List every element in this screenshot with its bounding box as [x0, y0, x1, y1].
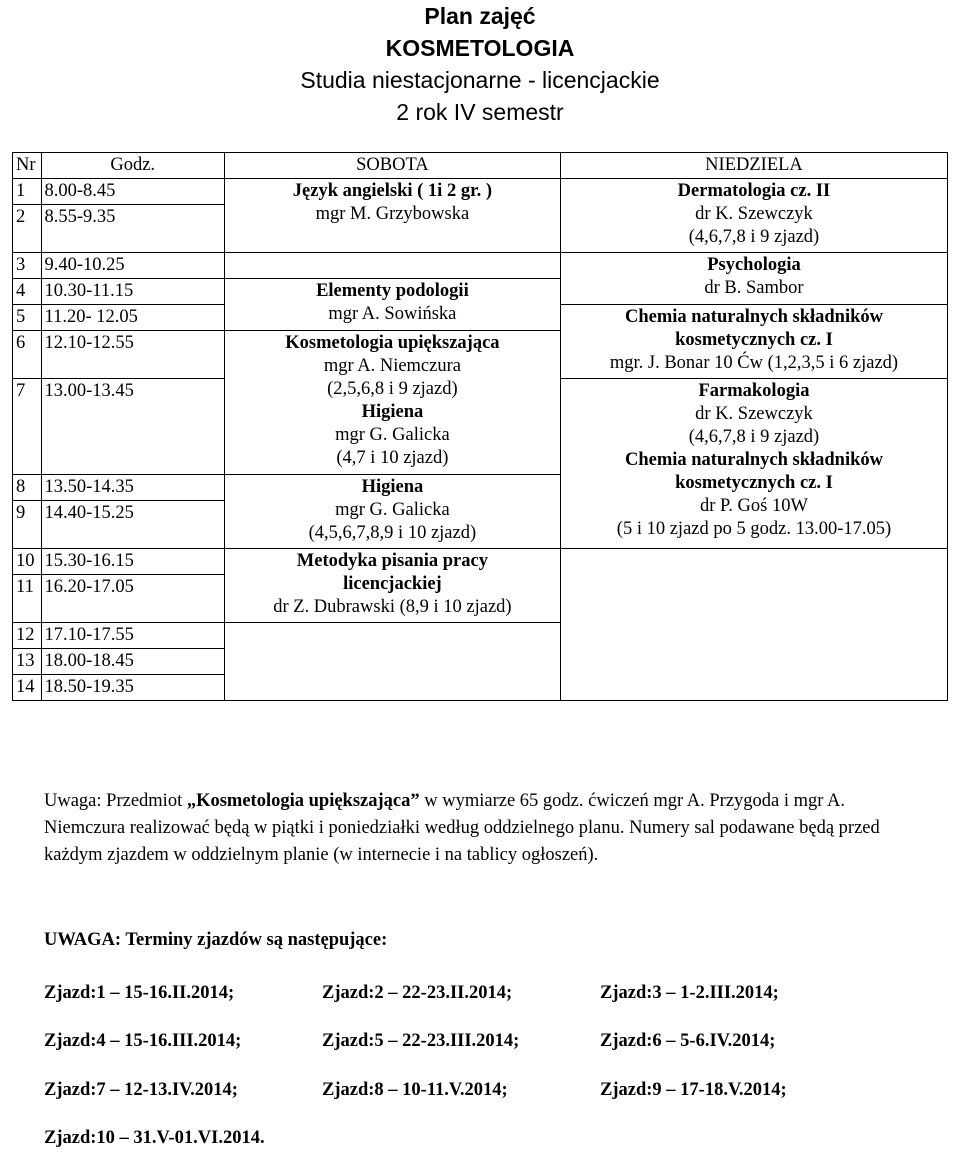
title-block — [0, 0, 960, 128]
note-text-1: : Przedmiot — [96, 791, 187, 811]
row-godz: 8.55-9.35 — [41, 205, 224, 253]
sun-far-subject: Farmakologia — [698, 381, 810, 401]
row-nr: 1 — [13, 179, 42, 205]
sun-empty — [560, 549, 947, 701]
row-nr: 13 — [13, 649, 42, 675]
sat-pod-subject: Elementy podologii — [316, 281, 469, 301]
row-nr: 11 — [13, 575, 42, 623]
sun-chem1-teacher: mgr. J. Bonar 10 Ćw (1,2,3,5 i 6 zjazd) — [609, 353, 899, 373]
sat-met-teacher: dr Z. Dubrawski (8,9 i 10 zjazd) — [273, 597, 512, 617]
note-label: Uwaga — [44, 791, 97, 811]
sat-cosmetology — [224, 331, 560, 475]
sat-podology — [224, 279, 560, 331]
sun-chem1-subject-1: Chemia naturalnych składników — [624, 307, 883, 327]
sat-hig2-subject: Higiena — [361, 477, 424, 497]
zjazd-item: Zjazd:10 – 31.V-01.VI.2014. — [44, 1128, 265, 1148]
row-nr: 2 — [13, 205, 42, 253]
title-semester: 2 rok IV semestr — [396, 99, 564, 125]
sat-methodology — [224, 549, 560, 623]
row-godz: 11.20- 12.05 — [41, 305, 224, 331]
header-saturday: SOBOTA — [224, 153, 560, 179]
row-nr: 4 — [13, 279, 42, 305]
row-godz: 18.00-18.45 — [41, 649, 224, 675]
row-godz: 16.20-17.05 — [41, 575, 224, 623]
zjazd-item: Zjazd:3 – 1-2.III.2014; — [600, 983, 779, 1003]
sun-derm-subject: Dermatologia cz. II — [677, 181, 831, 201]
sat-hygiene-2 — [224, 475, 560, 549]
sat-empty — [224, 623, 560, 701]
zjazd-item: Zjazd:8 – 10-11.V.2014; — [322, 1080, 508, 1100]
row-nr: 9 — [13, 501, 42, 549]
sun-chem2-subject-1: Chemia naturalnych składników — [624, 450, 883, 470]
zjazd-item: Zjazd:4 – 15-16.III.2014; — [44, 1031, 242, 1051]
row-nr: 10 — [13, 549, 42, 575]
row-godz: 17.10-17.55 — [41, 623, 224, 649]
zjazd-line-3 — [44, 1080, 944, 1101]
zjazd-item: Zjazd:1 – 15-16.II.2014; — [44, 983, 235, 1003]
title-plan: Plan zajęć — [424, 3, 536, 29]
zjazd-line-4 — [44, 1128, 944, 1149]
table-row — [13, 179, 948, 205]
row-godz: 12.10-12.55 — [41, 331, 224, 379]
zjazd-line-2 — [44, 1031, 944, 1052]
table-header-row — [13, 153, 948, 179]
row-nr: 3 — [13, 253, 42, 279]
sun-far-teacher: dr K. Szewczyk — [695, 404, 813, 424]
zjazd-item: Zjazd:9 – 17-18.V.2014; — [600, 1080, 787, 1100]
sat-empty — [224, 253, 560, 279]
header-nr: Nr — [13, 153, 42, 179]
sun-chem2-zjazd: (5 i 10 zjazd po 5 godz. 13.00-17.05) — [616, 519, 892, 539]
sat-english-teacher: mgr M. Grzybowska — [315, 204, 470, 224]
zjazd-item: Zjazd:2 – 22-23.II.2014; — [322, 983, 513, 1003]
zjazd-line-1 — [44, 983, 944, 1004]
sat-english-subject: Język angielski ( 1i 2 gr. ) — [292, 181, 492, 201]
note-text-2: w wymiarze 65 godz. ćwiczeń mgr A. Przygoda i mgr A. Niemczura realizować będą w piątki i poniedziałki według oddzielnego planu. Numery sal podawane będą przed każdym zjazdem w oddzielnym planie (w internecie i na tablicy ogłoszeń). — [44, 791, 880, 865]
row-nr: 12 — [13, 623, 42, 649]
sun-chemistry-1 — [560, 305, 947, 379]
sun-chem1-subject-2: kosmetycznych cz. I — [675, 330, 833, 350]
sun-far-zjazd: (4,6,7,8 i 9 zjazd) — [688, 427, 820, 447]
row-godz: 15.30-16.15 — [41, 549, 224, 575]
row-godz: 13.00-13.45 — [41, 379, 224, 475]
row-nr: 6 — [13, 331, 42, 379]
terms-heading: UWAGA: Terminy zjazdów są następujące: — [44, 930, 388, 950]
row-nr: 8 — [13, 475, 42, 501]
sun-chem2-teacher: dr P. Goś 10W — [700, 496, 808, 516]
zjazd-item: Zjazd:6 – 5-6.IV.2014; — [600, 1031, 776, 1051]
table-row — [13, 549, 948, 575]
schedule-table — [12, 152, 948, 701]
row-nr: 5 — [13, 305, 42, 331]
row-godz: 8.00-8.45 — [41, 179, 224, 205]
sat-hig1-subject: Higiena — [361, 402, 424, 422]
sat-met-subject-2: licencjackiej — [343, 574, 442, 594]
row-godz: 18.50-19.35 — [41, 675, 224, 701]
sat-pod-teacher: mgr A. Sowińska — [328, 304, 457, 324]
header-sunday: NIEDZIELA — [560, 153, 947, 179]
sun-derm-teacher: dr K. Szewczyk — [695, 204, 813, 224]
zjazd-item: Zjazd:7 – 12-13.IV.2014; — [44, 1080, 238, 1100]
title-field: KOSMETOLOGIA — [385, 35, 575, 61]
sat-kos-subject: Kosmetologia upiększająca — [285, 333, 500, 353]
header-godz: Godz. — [41, 153, 224, 179]
sun-pharmacology-chemistry-2 — [560, 379, 947, 549]
row-godz: 10.30-11.15 — [41, 279, 224, 305]
zjazd-item: Zjazd:5 – 22-23.III.2014; — [322, 1031, 520, 1051]
sat-kos-teacher: mgr A. Niemczura — [323, 356, 461, 376]
sun-psy-teacher: dr B. Sambor — [704, 278, 804, 298]
sat-kos-zjazd: (2,5,6,8 i 9 zjazd) — [327, 379, 458, 399]
title-study-mode: Studia niestacjonarne - licencjackie — [300, 67, 660, 93]
note-paragraph — [44, 788, 924, 869]
sat-hig1-zjazd: (4,7 i 10 zjazd) — [336, 448, 449, 468]
sat-english — [224, 179, 560, 253]
row-nr: 7 — [13, 379, 42, 475]
sat-hig1-teacher: mgr G. Galicka — [335, 425, 450, 445]
sat-hig2-zjazd: (4,5,6,7,8,9 i 10 zjazd) — [308, 523, 477, 543]
sun-chem2-subject-2: kosmetycznych cz. I — [675, 473, 833, 493]
row-godz: 13.50-14.35 — [41, 475, 224, 501]
sun-dermatology — [560, 179, 947, 253]
row-nr: 14 — [13, 675, 42, 701]
table-row — [13, 253, 948, 279]
sat-hig2-teacher: mgr G. Galicka — [335, 500, 450, 520]
sat-met-subject-1: Metodyka pisania pracy — [296, 551, 488, 571]
sun-psychology — [560, 253, 947, 305]
row-godz: 9.40-10.25 — [41, 253, 224, 279]
row-godz: 14.40-15.25 — [41, 501, 224, 549]
sun-derm-zjazd: (4,6,7,8 i 9 zjazd) — [688, 227, 820, 247]
sun-psy-subject: Psychologia — [707, 255, 801, 275]
note-subject: „Kosmetologia upiększająca” — [186, 791, 420, 811]
